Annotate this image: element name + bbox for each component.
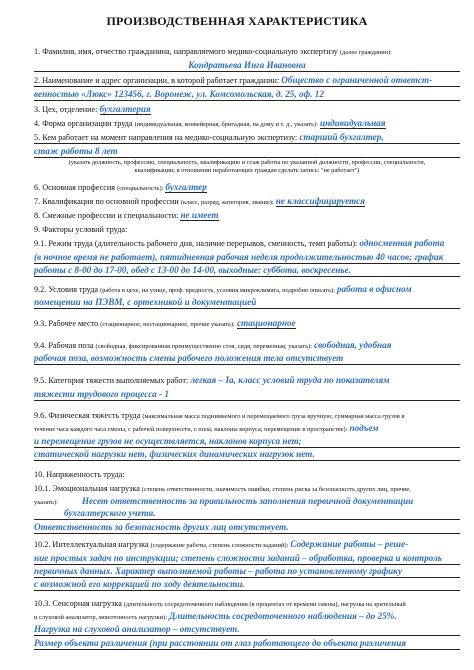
field-4-label: 4. Форма организации труда bbox=[34, 119, 133, 128]
field-5-note-1: (указать должность, профессию, специальность, квалификацию и стаж работы по указанной должности, профессии, специальности, bbox=[68, 159, 426, 166]
field-10-1-line2 bbox=[34, 496, 460, 508]
field-9-4-value-2: рабочая поза, возможность смены рабочего положения тела отсутствует bbox=[34, 353, 344, 363]
field-5-note-2: квалификации; в отношении неработающих граждан сделать запись: "не работает") bbox=[134, 167, 360, 174]
field-3-value: бухгалтерия bbox=[99, 104, 151, 114]
field-8-line bbox=[34, 210, 460, 221]
field-1-line bbox=[34, 60, 460, 72]
field-9-2-hint: (работа в цехе, на улице, проф. вредность, условия микроклимата, подробно описать): bbox=[100, 287, 335, 294]
field-6-hint: (специальность): bbox=[117, 185, 164, 192]
field-10-3-value-1: Длительность сосредоточенного наблюдения – до 25%. bbox=[169, 611, 397, 621]
field-10-3-value-2: Нагрузка на слуховой анализатор – отсутствует. bbox=[34, 624, 240, 634]
field-10-3-label: 10.3. Сенсорная нагрузка bbox=[34, 599, 122, 608]
field-10-1-value-1: Несет ответственность за правильность заполнения первичной документации bbox=[81, 496, 414, 506]
field-10-1-label: 10.1. Эмоциональная нагрузка bbox=[34, 484, 140, 493]
field-9-5-value-1: легкая – Iа, класс условий труда по показателям bbox=[190, 375, 390, 385]
field-7-value: не классифицируется bbox=[275, 196, 365, 206]
field-9-heading: 9. Факторы условий труда: bbox=[34, 225, 128, 234]
field-10-2-label: 10.2. Интеллектуальная нагрузка bbox=[34, 540, 149, 549]
field-10-2-value-4: с возможной его коррекцией по ходу деятельности. bbox=[34, 579, 245, 589]
field-9-1-value-1: односменная работа bbox=[359, 238, 445, 248]
field-10-1-value-3: Ответственность за безопасность других лиц отсутствует. bbox=[34, 522, 289, 532]
field-5-line2 bbox=[34, 146, 460, 158]
field-9-4-value-1: свободная, удобная bbox=[314, 340, 392, 350]
field-9-1-value-3: работы с 8-00 до 17-00, обед с 13-00 до 14-00, выходные: суббота, воскресенье. bbox=[34, 265, 351, 275]
field-9-6-value-2: и перемещение грузов не осуществляется, наклонов корпуса нет; bbox=[34, 436, 302, 446]
field-10-1-hint-2: указать): bbox=[34, 499, 58, 506]
field-9-2-label: 9.2. Условия труда bbox=[34, 285, 99, 294]
field-10-3-line2 bbox=[34, 611, 460, 623]
field-9-1-line2 bbox=[34, 252, 460, 264]
field-9-6-value-1: подъем bbox=[349, 423, 379, 433]
field-8-value: не имеет bbox=[180, 210, 219, 220]
field-1-text: 1. Фамилия, имя, отчество гражданина, направляемого медико-социальную экспертизу bbox=[34, 47, 338, 56]
field-9-4-line1 bbox=[34, 340, 460, 352]
field-9-4-hint: (свободная, фиксированная преимущественно стоя, сидя, переменная, указать): bbox=[95, 343, 313, 350]
field-9-1-line1 bbox=[34, 238, 460, 249]
field-9-2-value-1: работа в офисном bbox=[336, 284, 412, 294]
field-5-value-1: старший бухгалтер, bbox=[299, 132, 384, 142]
field-2-line2 bbox=[34, 89, 460, 101]
field-9-1-line3 bbox=[34, 265, 460, 277]
field-9-6-value-3: статической нагрузки нет, физических динамических нагрузок нет. bbox=[34, 449, 315, 459]
field-6-value: бухгалтер bbox=[165, 182, 207, 192]
field-9-3-value: стационарное bbox=[236, 318, 296, 328]
field-9-2-line1 bbox=[34, 284, 460, 296]
field-10-2-line2 bbox=[34, 553, 460, 565]
field-5-value-2: стаж работы 8 лет bbox=[34, 146, 118, 156]
field-9-2-line2 bbox=[34, 297, 460, 309]
field-2-label: 2. Наименование и адрес организации, в которой работает гражданин: bbox=[34, 76, 280, 85]
field-10-2-value-2: ние простых задач по инструкции; степень сложности заданий – обработка, проверка и контроль bbox=[34, 553, 442, 563]
field-9-6-label: 9.6. Физическая тяжесть труда bbox=[34, 411, 141, 420]
field-8-label: 8. Смежные профессии и специальности: bbox=[34, 211, 179, 220]
document-title: ПРОИЗВОДСТВЕННАЯ ХАРАКТЕРИСТИКА bbox=[106, 14, 368, 28]
field-10-3-line4 bbox=[34, 638, 460, 650]
field-10-1-hint-1: (степень ответственности, значимость ошибки, степень риска за безопасность других лиц, прочие, bbox=[141, 486, 411, 493]
field-7-hint: (класс, разряд, категория, звание): bbox=[180, 199, 274, 206]
field-10-3-hint-1: (длительность сосредоточенного наблюдения (в процентах от времени смены), нагрузка на зрительный bbox=[123, 601, 406, 608]
field-7-line bbox=[34, 196, 460, 208]
field-10-2-value-1: Содержание работы – реше- bbox=[290, 539, 409, 549]
field-10-3-value-3: Размер объекта различения (при расстоянии от глаз работающего до объекта различения bbox=[34, 638, 407, 648]
field-10-2-line1 bbox=[34, 539, 460, 551]
field-3-line bbox=[34, 104, 460, 115]
field-9-1-label: 9.1. Режим труда (длительность рабочего дня, наличие перерывов, сменность, темп работы): bbox=[34, 239, 358, 248]
field-2-value-1: Общество с ограниченной ответст- bbox=[281, 75, 433, 85]
field-10-heading: 10. Напряженность труда: bbox=[34, 470, 125, 479]
field-9-1-value-2: (в ночное время не работает), пятидневная рабочая неделя продолжительностью 40 часов; график bbox=[34, 252, 444, 262]
field-9-3-hint: (стационарное, нестационарное, прочие указать): bbox=[100, 321, 235, 328]
field-10-2-line4 bbox=[34, 579, 460, 591]
field-9-5-value-2: тяжести трудового процесса - 1 bbox=[34, 389, 170, 399]
field-9-6-line3 bbox=[34, 436, 460, 448]
field-2-line1 bbox=[34, 75, 460, 87]
field-10-3-line1 bbox=[34, 598, 460, 610]
field-4-hint: (индивидуальная, конвейерная, бригадная, на дому и т. д., указать): bbox=[134, 121, 318, 128]
field-10-3-line3 bbox=[34, 624, 460, 636]
field-10-2-value-3: первичных данных. Характер выполняемой работы – работа по установленному графику bbox=[34, 566, 403, 576]
field-4-line bbox=[34, 118, 460, 130]
field-5-line1 bbox=[34, 132, 460, 144]
field-9-6-hint-2: течение часа каждого часа смены, с рабочей поверхности, с пола; наклоны корпуса; перемещение в пространстве): bbox=[34, 426, 348, 433]
field-10-1-value-2: бухгалтерского учета. bbox=[64, 508, 156, 518]
field-7-label: 7. Квалификация по основной профессии bbox=[34, 197, 179, 206]
field-9-6-line4 bbox=[34, 449, 460, 461]
field-3-label: 3. Цех, отделение: bbox=[34, 105, 98, 114]
field-9-6-line1 bbox=[34, 410, 460, 422]
field-1-hint: (далее гражданин): bbox=[339, 49, 392, 56]
field-6-label: 6. Основная профессия bbox=[34, 183, 116, 192]
field-10-1-line3 bbox=[34, 508, 460, 520]
field-5-label: 5. Кем работает на момент направления на медико-социальную экспертизу: bbox=[34, 133, 298, 142]
field-9-6-hint-1: (максимальная масса поднимаемого и перемещаемого груза вручную; суммарная масса грузов в bbox=[142, 413, 405, 420]
field-10-2-hint: (содержание работы, степень сложности заданий): bbox=[150, 542, 289, 549]
field-4-value: индивидуальная bbox=[319, 118, 386, 128]
field-6-line bbox=[34, 182, 460, 194]
field-1-value: Кондратьева Инга Ивановна bbox=[188, 60, 306, 70]
field-9-3-line bbox=[34, 318, 460, 330]
field-10-2-line3 bbox=[34, 566, 460, 578]
field-9-5-label: 9.5. Категория тяжести выполняемых работ: bbox=[34, 376, 189, 385]
field-9-3-label: 9.3. Рабочее место bbox=[34, 319, 99, 328]
field-1-label bbox=[34, 46, 460, 58]
field-9-5-line2 bbox=[34, 389, 460, 401]
field-9-4-line2 bbox=[34, 353, 460, 365]
field-9-4-label: 9.4. Рабочая поза bbox=[34, 341, 94, 350]
field-9-5-line1 bbox=[34, 375, 460, 386]
field-9-6-line2 bbox=[34, 423, 460, 435]
field-10-3-hint-2: и слуховой анализатор, монотонность нагрузки): bbox=[34, 614, 167, 621]
field-9-2-value-2: помещении на ПЭВМ, с ортехникой и документацией bbox=[34, 297, 257, 307]
field-2-value-2: венностью «Люкс» 123456, г. Воронеж, ул. Комсомольская, д. 25, оф. 12 bbox=[34, 89, 324, 99]
field-10-1-line4 bbox=[34, 522, 460, 534]
field-10-1-line1 bbox=[34, 483, 460, 495]
